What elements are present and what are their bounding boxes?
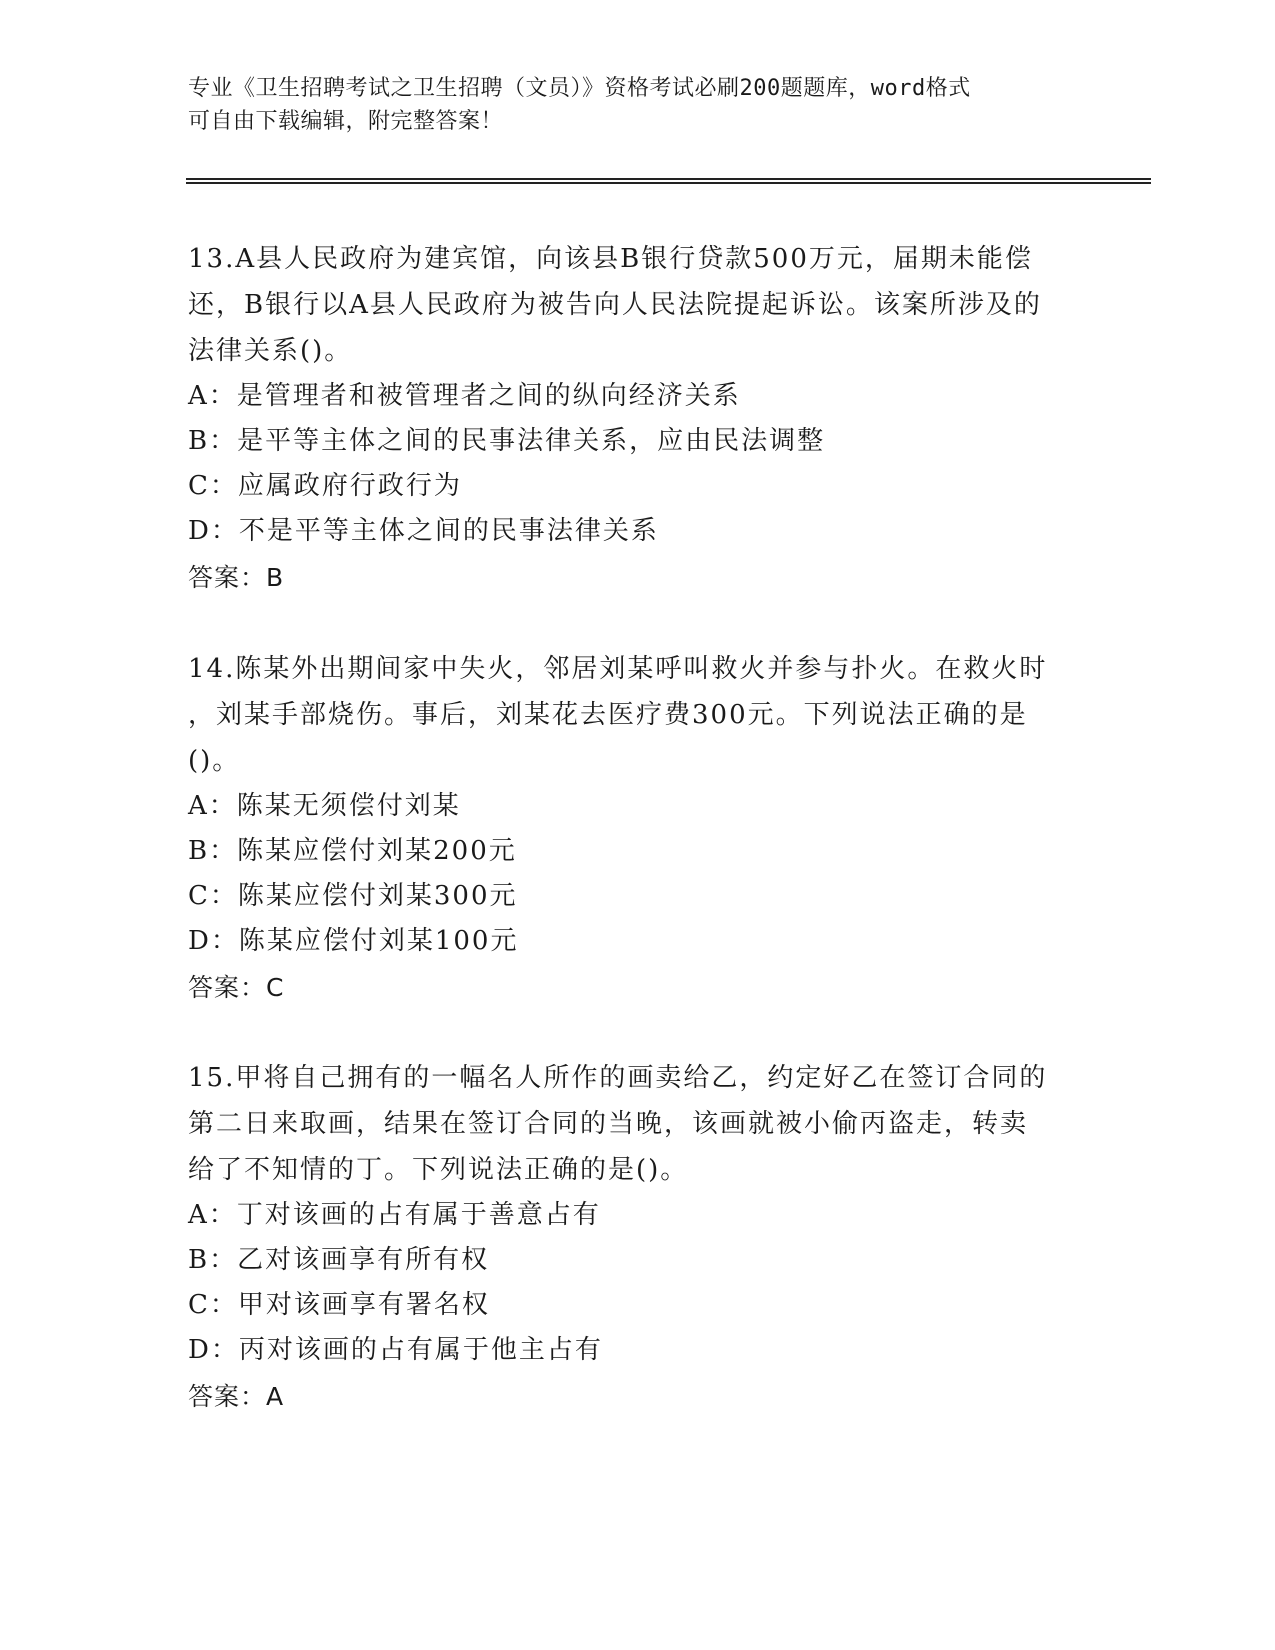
header-divider [186,178,1151,184]
option-d: D：陈某应偿付刘某100元 [188,926,519,956]
option-b: B：陈某应偿付刘某200元 [188,836,517,866]
header-line-1: 专业《卫生招聘考试之卫生招聘（文员）》资格考试必刷200题题库，word格式 [188,76,971,101]
option-d: D：不是平等主体之间的民事法律关系 [188,516,659,546]
option-c: C：应属政府行政行为 [188,471,462,501]
answer-line: 答案：C [188,973,285,1002]
question-stem-line: 还，B银行以A县人民政府为被告向人民法院提起诉讼。该案所涉及的 [188,290,1042,320]
question-14 [188,646,1088,1012]
question-15 [188,1055,1088,1421]
option-c: C：甲对该画享有署名权 [188,1290,490,1320]
question-stem-line: ()。 [188,746,241,776]
option-a: A：是管理者和被管理者之间的纵向经济关系 [188,381,741,411]
question-stem-line: 14.陈某外出期间家中失火，邻居刘某呼叫救火并参与扑火。在救火时 [188,654,1048,684]
header-line-2: 可自由下载编辑，附完整答案！ [188,109,504,134]
question-stem-line: 给了不知情的丁。下列说法正确的是()。 [188,1155,689,1185]
question-stem-line: ，刘某手部烧伤。事后，刘某花去医疗费300元。下列说法正确的是 [188,700,1028,730]
option-a: A：丁对该画的占有属于善意占有 [188,1200,601,1230]
question-stem-line: 13.A县人民政府为建宾馆，向该县B银行贷款500万元，届期未能偿 [188,244,1033,274]
option-d: D：丙对该画的占有属于他主占有 [188,1335,603,1365]
option-b: B：乙对该画享有所有权 [188,1245,490,1275]
question-13 [188,236,1088,602]
question-stem-line: 第二日来取画，结果在签订合同的当晚，该画就被小偷丙盗走，转卖 [188,1109,1029,1139]
document-header [188,72,1088,138]
option-b: B：是平等主体之间的民事法律关系，应由民法调整 [188,426,826,456]
answer-line: 答案：A [188,1382,285,1411]
question-stem-line: 法律关系()。 [188,336,353,366]
question-stem-line: 15.甲将自己拥有的一幅名人所作的画卖给乙，约定好乙在签订合同的 [188,1063,1048,1093]
answer-line: 答案：B [188,563,285,592]
option-a: A：陈某无须偿付刘某 [188,791,461,821]
option-c: C：陈某应偿付刘某300元 [188,881,518,911]
